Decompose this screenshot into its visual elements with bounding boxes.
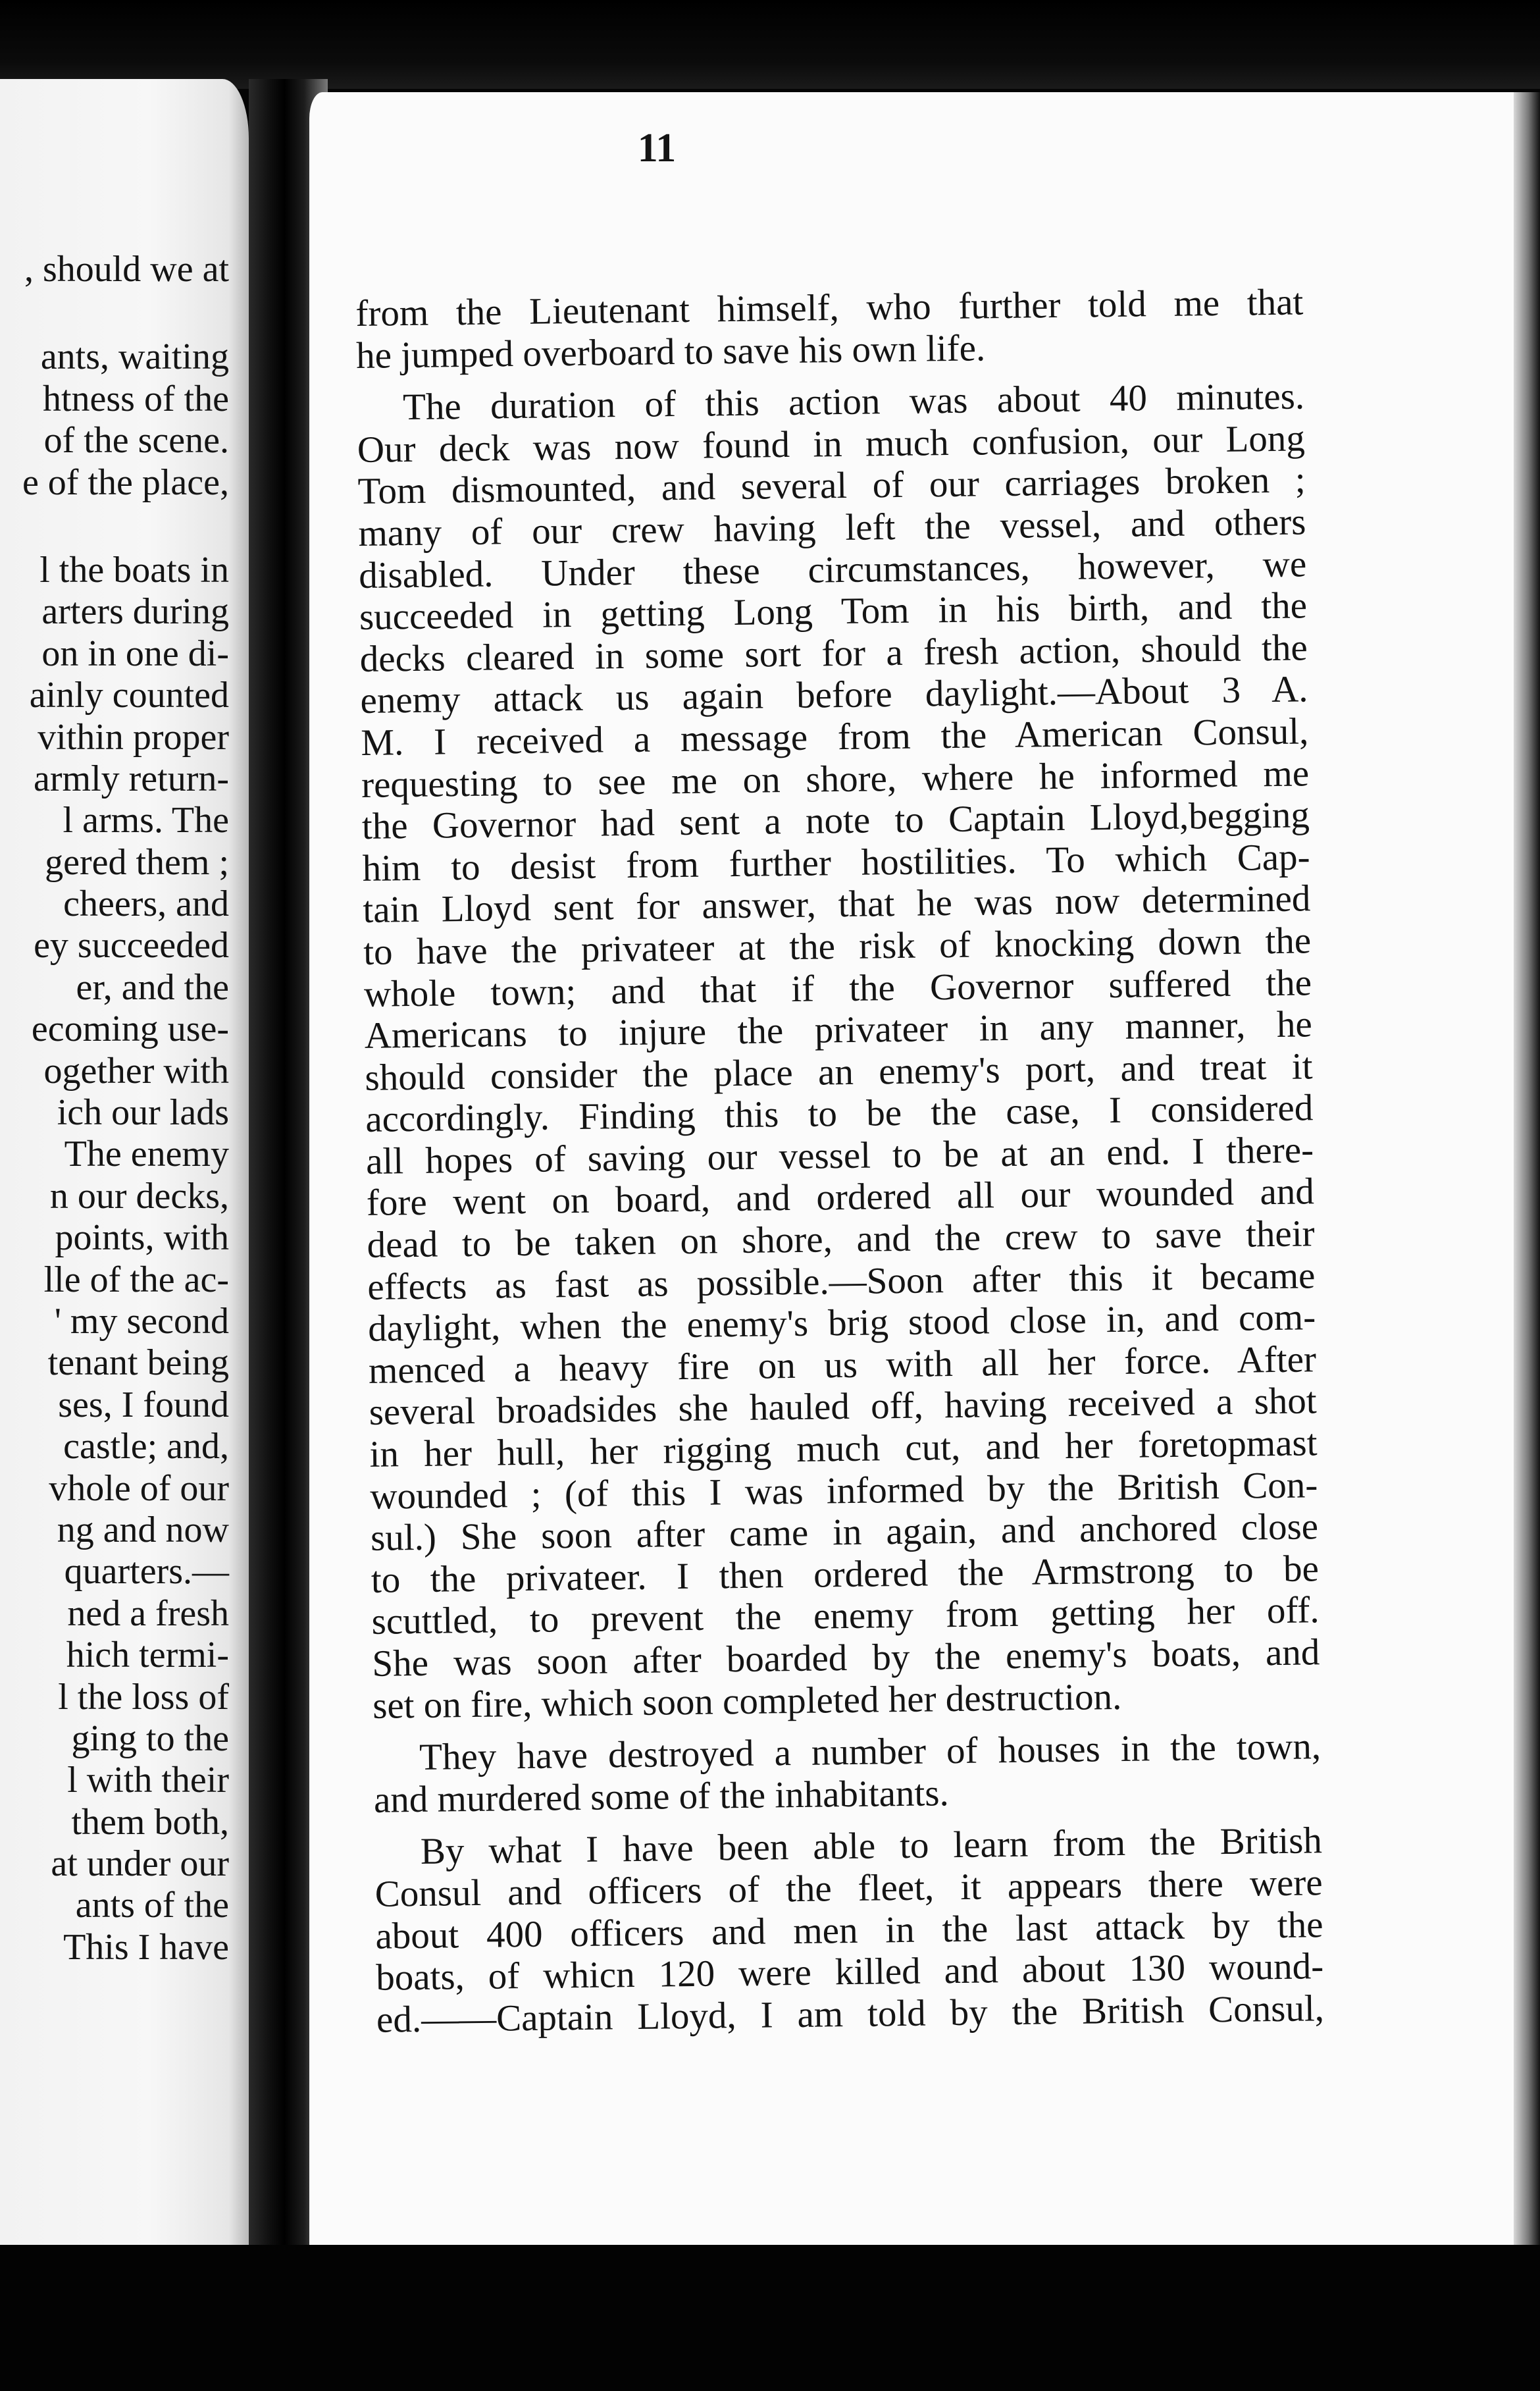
text-line: sul.) She soon after came in again, and anchored close: [370, 1506, 1319, 1560]
text-line: about 400 officers and men in the last attack by the: [375, 1903, 1323, 1957]
left-page-line: at under our: [51, 1843, 229, 1885]
text-line: he jumped overboard to save his own life.: [355, 327, 986, 377]
paragraph-gap: [22, 504, 229, 550]
text-line: tain Lloyd sent for answer, that he was now determined: [363, 878, 1311, 932]
right-page: [309, 92, 1517, 2245]
text-line: Consul and officers of the fleet, it appears there were: [374, 1862, 1323, 1915]
left-page-line: er, and the: [76, 966, 229, 1008]
text-line: succeeded in getting Long Tom in his birth, and the: [359, 585, 1308, 639]
text-line: whole town; and that if the Governor suffered the: [363, 961, 1312, 1015]
text-line: decks cleared in some sort for a fresh action, should the: [359, 627, 1308, 680]
left-page-line: arters during: [41, 591, 229, 633]
text-line: set on fire, which soon completed her destruction.: [372, 1675, 1122, 1727]
text-line: requesting to see me on shore, where he informed me: [361, 752, 1310, 806]
left-page: [0, 79, 249, 2251]
left-page-line: ants, waiting: [40, 336, 229, 378]
text-line: boats, of whicn 120 were killed and about 130 wound-: [375, 1945, 1324, 1999]
text-line: him to desist from further hostilities. To which Cap-: [362, 836, 1310, 889]
left-page-line: ging to the: [71, 1718, 229, 1759]
text-line: the Governor had sent a note to Captain Lloyd,begging: [361, 794, 1310, 848]
text-line: to have the privateer at the risk of knocking down the: [363, 920, 1312, 973]
left-page-line: ' my second: [54, 1300, 229, 1342]
text-line: all hopes of saving our vessel to be at an end. I there-: [365, 1129, 1314, 1182]
text-line: to the privateer. I then ordered the Armstrong to be: [371, 1548, 1320, 1601]
text-line: from the Lieutenant himself, who further told me that: [355, 281, 1304, 334]
left-page-line: e of the place,: [22, 461, 229, 503]
left-page-line: This I have: [63, 1926, 229, 1968]
text-line: By what I have been able to learn from the British: [420, 1820, 1323, 1873]
text-line: several broadsides she hauled off, having received a shot: [369, 1380, 1318, 1434]
left-page-line: armly return-: [34, 758, 229, 799]
bottom-shadow: [0, 2245, 1540, 2391]
page-number: 11: [637, 126, 677, 171]
text-line: She was soon after boarded by the enemy's boats, and: [372, 1631, 1320, 1685]
left-page-line: hich termi-: [66, 1635, 229, 1676]
left-page-line: l arms. The: [63, 800, 229, 841]
text-line: They have destroyed a number of houses in the town,: [419, 1725, 1322, 1779]
right-page-edge: [1514, 92, 1540, 2245]
left-page-line: cheers, and: [63, 883, 229, 925]
left-page-line: ainly counted: [29, 675, 229, 716]
text-line: effects as fast as possible.—Soon after this it became: [367, 1254, 1316, 1308]
left-page-line: gered them ;: [45, 841, 229, 883]
left-page-line: ng and now: [57, 1509, 229, 1550]
left-page-line: ey succeeded: [34, 925, 229, 966]
left-page-line: them both,: [71, 1801, 229, 1843]
left-page-line: The enemy: [64, 1134, 229, 1175]
text-line: Americans to injure the privateer in any manner, he: [364, 1003, 1313, 1057]
text-line: The duration of this action was about 40 minutes.: [402, 375, 1305, 429]
left-page-line: on in one di-: [41, 633, 229, 674]
text-line: M. I received a message from the American Consul,: [360, 710, 1309, 764]
text-line: wounded ; (of this I was informed by the British Con-: [369, 1463, 1318, 1517]
text-line: menced a heavy fire on us with all her force. After: [368, 1338, 1317, 1392]
left-page-line: l with their: [67, 1760, 229, 1801]
left-page-line: ecoming use-: [31, 1009, 229, 1050]
left-page-line: ich our lads: [57, 1092, 229, 1134]
text-line: Tom dismounted, and several of our carriages broken ;: [357, 459, 1306, 513]
text-line: enemy attack us again before daylight.—About 3 A.: [360, 668, 1308, 722]
text-line: in her hull, her rigging much cut, and her foretopmast: [369, 1422, 1318, 1475]
left-page-line: tenant being: [47, 1342, 229, 1384]
left-page-line: of the scene.: [43, 420, 229, 461]
left-page-line: vhole of our: [49, 1467, 229, 1509]
paragraph-gap: [22, 290, 229, 336]
text-line: daylight, when the enemy's brig stood close in, and com-: [367, 1296, 1316, 1350]
left-page-line: ned a fresh: [67, 1592, 229, 1634]
top-shadow: [0, 0, 1540, 89]
left-page-line: quarters.—: [64, 1551, 229, 1592]
text-line: dead to be taken on shore, and the crew to save their: [367, 1213, 1315, 1266]
left-page-line: points, with: [55, 1217, 229, 1259]
left-page-text: [22, 249, 229, 1968]
left-page-line: ses, I found: [58, 1384, 229, 1425]
text-line: many of our crew having left the vessel, and others: [358, 501, 1306, 554]
left-page-line: ogether with: [43, 1050, 229, 1091]
text-line: scuttled, to prevent the enemy from getting her off.: [371, 1589, 1320, 1643]
left-page-line: l the boats in: [39, 549, 229, 591]
left-page-line: castle; and,: [63, 1426, 229, 1467]
left-page-line: , should we at: [24, 249, 229, 290]
text-line: disabled. Under these circumstances, however, we: [358, 542, 1307, 596]
body-text: [355, 281, 1324, 2041]
text-line: accordingly. Finding this to be the case, I considered: [365, 1087, 1314, 1141]
text-line: Our deck was now found in much confusion, our Long: [357, 417, 1306, 471]
left-page-line: l the loss of: [58, 1676, 229, 1718]
text-line: ed.——Captain Lloyd, I am told by the British Consul,: [376, 1987, 1325, 2041]
left-page-line: lle of the ac-: [43, 1259, 229, 1300]
left-page-line: htness of the: [42, 378, 229, 419]
text-line: fore went on board, and ordered all our wounded and: [366, 1170, 1315, 1224]
text-line: should consider the place an enemy's port, and treat it: [365, 1045, 1313, 1099]
left-page-line: ants of the: [75, 1885, 229, 1926]
text-line: and murdered some of the inhabitants.: [373, 1772, 950, 1821]
left-page-line: vithin proper: [38, 716, 229, 758]
left-page-line: n our decks,: [49, 1175, 229, 1217]
